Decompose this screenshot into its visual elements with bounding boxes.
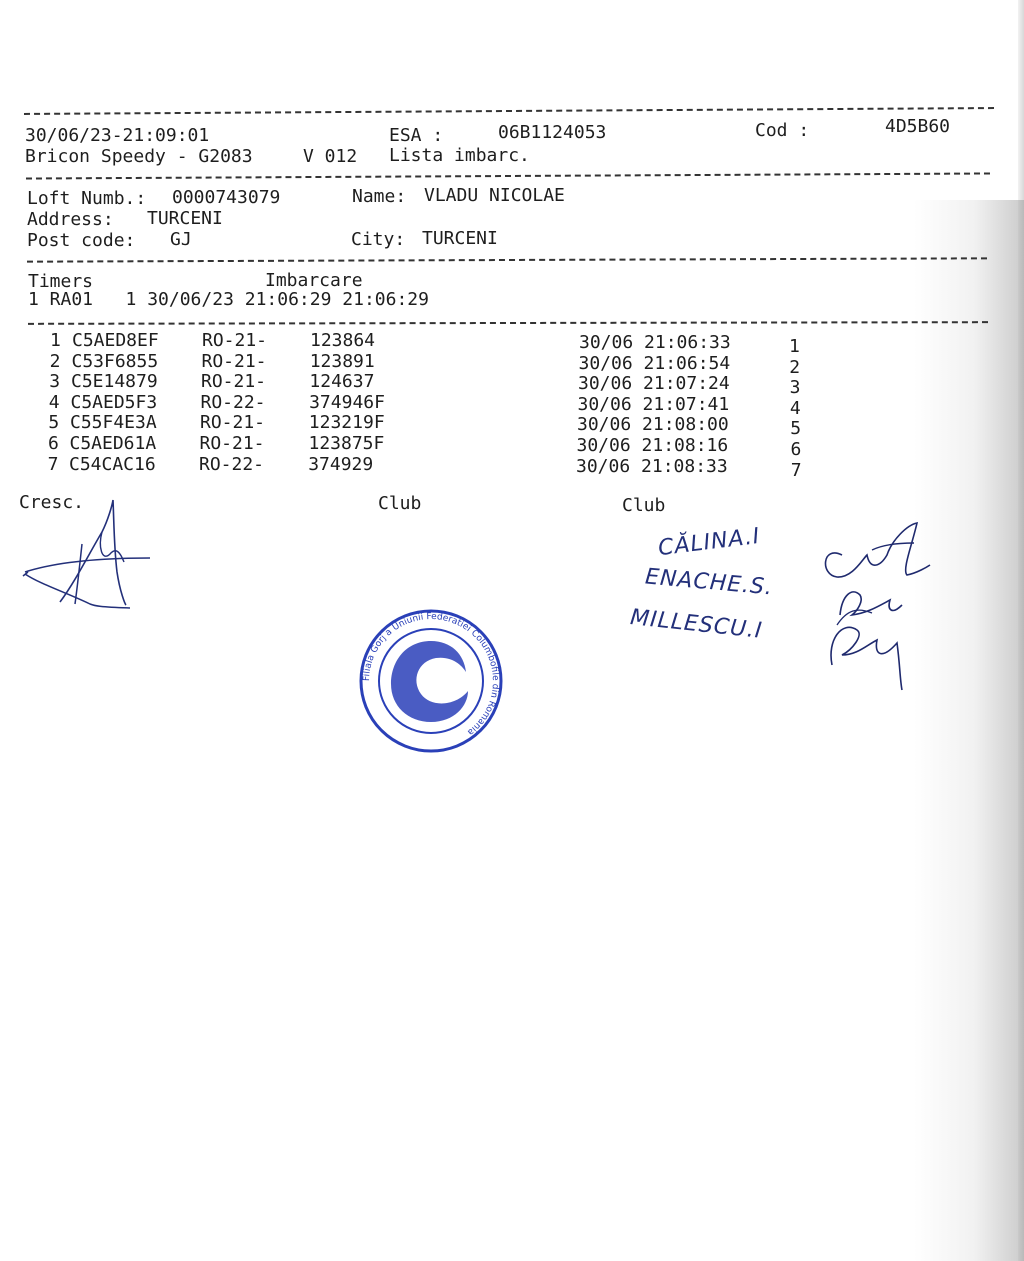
row-index: 3 xyxy=(49,371,61,393)
cod-label: Cod : xyxy=(755,120,810,141)
address-label: Address: xyxy=(27,209,114,230)
table-row xyxy=(0,431,1024,460)
row-ring: 374946F xyxy=(309,391,385,413)
row-index: 6 xyxy=(48,433,59,454)
row-index: 4 xyxy=(48,391,60,413)
row-ring: 123864 xyxy=(310,330,376,351)
list-title: Lista imbarc. xyxy=(389,145,530,166)
row-prefix: RO-22- xyxy=(199,453,265,475)
stamp-text: Filiala Gorj a Uniunii Federatiei Columbofile din Romania xyxy=(361,611,501,738)
address-value: TURCENI xyxy=(147,208,223,229)
table-row xyxy=(0,371,1024,399)
table-row xyxy=(0,391,1024,419)
row-index: 5 xyxy=(48,412,60,434)
handwritten-name-1: CĂLINA.I xyxy=(656,523,762,562)
row-time: 30/06 21:06:33 xyxy=(579,332,731,353)
row-index: 7 xyxy=(47,453,59,475)
row-prefix: RO-22- xyxy=(200,391,266,413)
row-chip: C5AED5F3 xyxy=(70,391,158,413)
row-prefix: RO-21- xyxy=(201,350,267,372)
club-label-2: Club xyxy=(622,495,666,516)
cresc-label: Cresc. xyxy=(19,492,85,513)
row-ring: 124637 xyxy=(309,371,375,393)
row-ring: 123219F xyxy=(308,412,385,434)
row-order: 6 xyxy=(790,439,802,460)
version: V 012 xyxy=(303,146,358,167)
esa-label: ESA : xyxy=(389,125,444,146)
divider-fancier xyxy=(27,257,987,262)
row-index: 2 xyxy=(49,350,61,372)
row-time: 30/06 21:07:41 xyxy=(577,393,730,415)
loft-label: Loft Numb.: xyxy=(27,188,147,209)
device-name: Bricon Speedy - G2083 xyxy=(25,146,253,167)
row-time: 30/06 21:08:33 xyxy=(576,455,728,477)
row-time: 30/06 21:08:16 xyxy=(576,435,729,456)
cod-value: 4D5B60 xyxy=(885,116,951,137)
timers-title: Timers xyxy=(28,271,94,292)
row-order: 3 xyxy=(789,377,801,399)
row-chip: C5E14879 xyxy=(71,371,158,393)
row-index: 1 xyxy=(50,330,61,351)
handwritten-name-3: MILLESCU.I xyxy=(629,605,764,644)
row-order: 4 xyxy=(789,397,801,419)
table-row xyxy=(0,350,1024,378)
name-label: Name: xyxy=(352,186,407,207)
row-prefix: RO-21- xyxy=(200,412,266,434)
row-ring: 374929 xyxy=(308,453,374,475)
row-ring: 123875F xyxy=(308,433,385,454)
postcode-value: GJ xyxy=(170,229,192,250)
row-order: 2 xyxy=(789,356,801,378)
row-order: 7 xyxy=(790,459,802,481)
club-signatures xyxy=(812,515,937,695)
divider-header xyxy=(26,172,990,179)
row-order: 1 xyxy=(789,336,800,357)
row-chip: C53F6855 xyxy=(71,350,159,372)
imbarcare-title: Imbarcare xyxy=(265,270,363,291)
city-value: TURCENI xyxy=(422,228,498,249)
row-chip: C54CAC16 xyxy=(69,453,156,475)
club-stamp xyxy=(356,606,506,756)
row-chip: C55F4E3A xyxy=(70,412,157,434)
row-order: 5 xyxy=(790,418,802,440)
loft-value: 0000743079 xyxy=(172,187,281,208)
postcode-label: Post code: xyxy=(27,230,136,251)
divider-timers xyxy=(28,321,988,325)
breeder-signature xyxy=(20,492,160,617)
timer-line: 1 RA01 1 30/06/23 21:06:29 21:06:29 xyxy=(28,289,429,310)
row-chip: C5AED8EF xyxy=(72,330,159,351)
city-label: City: xyxy=(351,229,406,250)
handwritten-name-2: ENACHE.S. xyxy=(644,564,775,601)
table-row xyxy=(0,411,1024,440)
row-chip: C5AED61A xyxy=(69,433,157,454)
row-prefix: RO-21- xyxy=(201,371,267,393)
name-value: VLADU NICOLAE xyxy=(424,185,565,206)
row-time: 30/06 21:06:54 xyxy=(578,352,731,374)
row-ring: 123891 xyxy=(309,350,375,372)
table-row xyxy=(0,451,1024,481)
row-time: 30/06 21:08:00 xyxy=(577,414,729,436)
row-prefix: RO-21- xyxy=(202,330,268,351)
header-datetime: 30/06/23-21:09:01 xyxy=(25,125,210,146)
row-time: 30/06 21:07:24 xyxy=(578,373,730,395)
row-prefix: RO-21- xyxy=(199,433,265,454)
divider-top xyxy=(24,107,994,115)
club-label-1: Club xyxy=(378,493,422,514)
table-row xyxy=(0,330,1024,357)
esa-value: 06B1124053 xyxy=(498,122,607,143)
